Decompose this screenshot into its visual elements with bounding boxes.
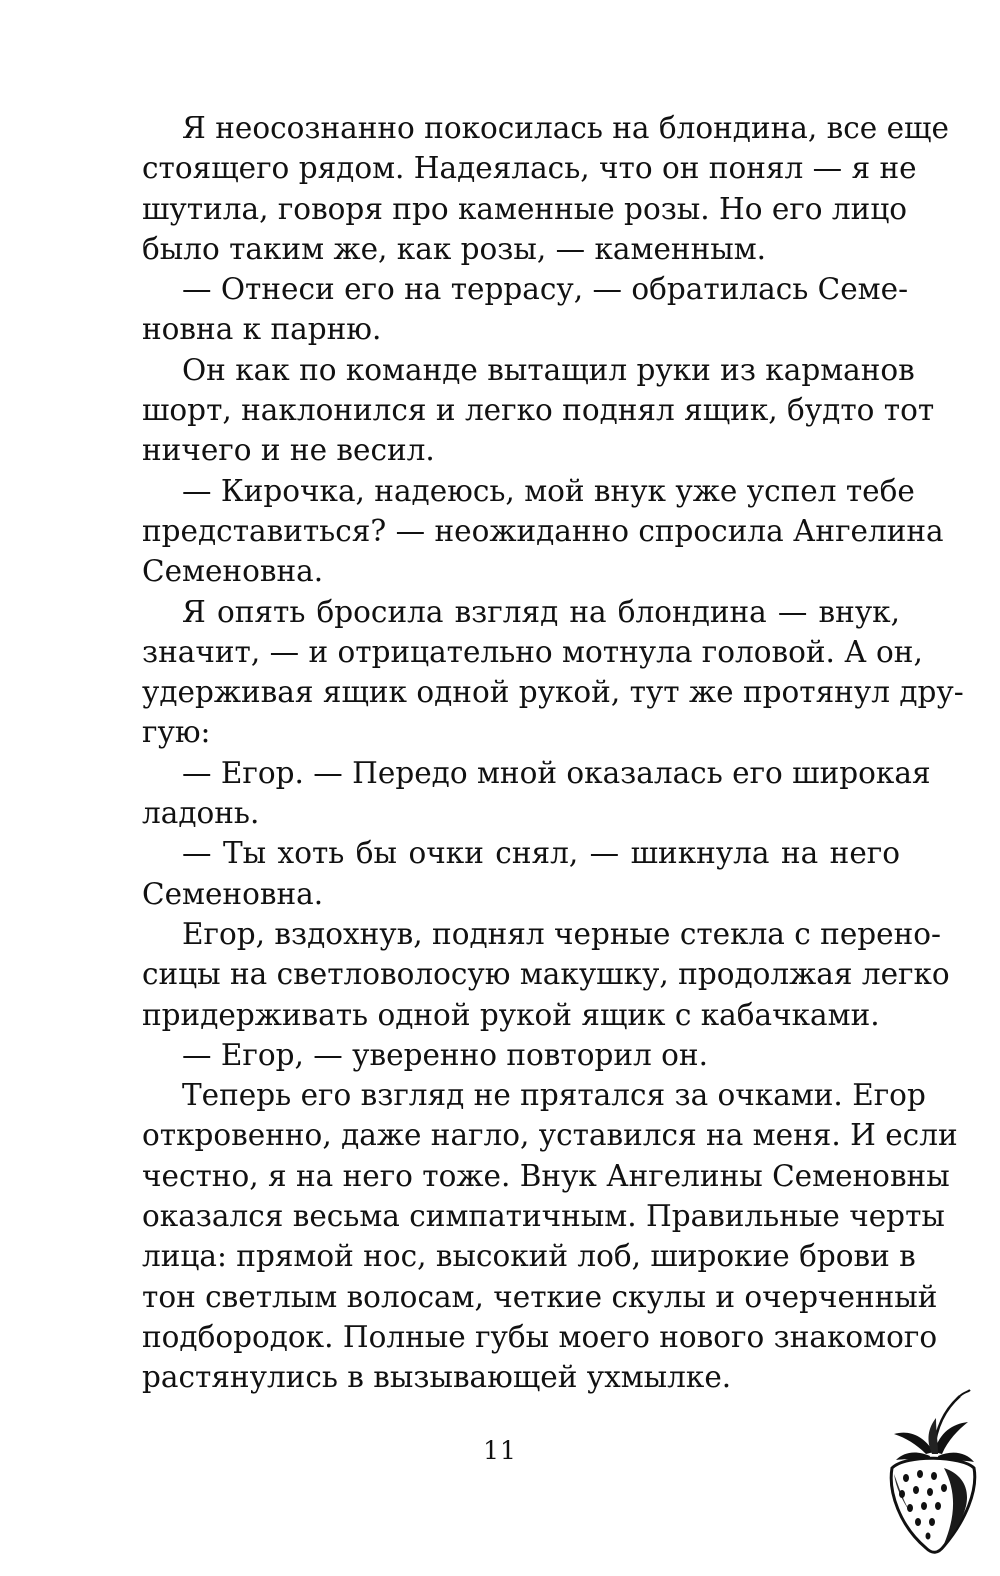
text-line: было таким же, как розы, — каменным.: [142, 231, 767, 266]
text-line: — Егор. — Передо мной оказалась его широкая: [182, 755, 931, 790]
text-line: сицы на светловолосую макушку, продолжая легко: [142, 957, 950, 992]
text-line: Я опять бросила взгляд на блондина — внук,: [182, 594, 900, 629]
page-number: 11: [483, 1436, 517, 1465]
text-line: — Отнеси его на террасу, — обратилась Семе-: [182, 272, 909, 307]
text-line: Егор, вздохнув, поднял черные стекла с перено-: [182, 916, 942, 951]
text-line: ничего и не весил.: [142, 433, 435, 468]
text-line: шутила, говоря про каменные розы. Но его лицо: [142, 191, 908, 226]
text-line: откровенно, даже нагло, уставился на меня. И если: [142, 1118, 958, 1153]
text-line: новна к парню.: [142, 312, 382, 347]
text-line: представиться? — неожиданно спросила Ангелина: [142, 513, 944, 548]
text-line: растянулись в вызывающей ухмылке.: [142, 1360, 732, 1395]
body-text: [142, 108, 964, 1398]
text-line: Семеновна.: [142, 554, 324, 589]
text-line: честно, я на него тоже. Внук Ангелины Семеновны: [142, 1158, 950, 1193]
text-line: Я неосознанно покосилась на блондина, все еще: [182, 111, 949, 145]
text-line: придерживать одной рукой ящик с кабачками.: [142, 997, 880, 1032]
text-line: лица: прямой нос, высокий лоб, широкие брови в: [142, 1239, 916, 1274]
text-line: Семеновна.: [142, 876, 324, 911]
text-line: — Егор, — уверенно повторил он.: [182, 1037, 708, 1072]
text-line: Теперь его взгляд не прятался за очками. Егор: [182, 1078, 926, 1113]
text-line: гую:: [142, 715, 211, 750]
strawberry-icon: [882, 1388, 982, 1558]
text-line: ладонь.: [142, 796, 260, 831]
text-line: — Кирочка, надеюсь, мой внук уже успел тебе: [182, 473, 915, 508]
text-line: тон светлым волосам, четкие скулы и очерченный: [142, 1279, 938, 1314]
text-line: подбородок. Полные губы моего нового знакомого: [142, 1319, 938, 1354]
text-line: шорт, наклонился и легко поднял ящик, будто тот: [142, 393, 935, 428]
text-line: Он как по команде вытащил руки из карманов: [182, 352, 915, 387]
text-line: удерживая ящик одной рукой, тут же протянул дру-: [142, 675, 964, 710]
text-line: оказался весьма симпатичным. Правильные черты: [142, 1199, 945, 1234]
text-line: — Ты хоть бы очки снял, — шикнула на него: [182, 836, 900, 871]
text-line: стоящего рядом. Надеялась, что он понял — я не: [142, 151, 917, 186]
text-line: значит, — и отрицательно мотнула головой. А он,: [142, 634, 923, 669]
